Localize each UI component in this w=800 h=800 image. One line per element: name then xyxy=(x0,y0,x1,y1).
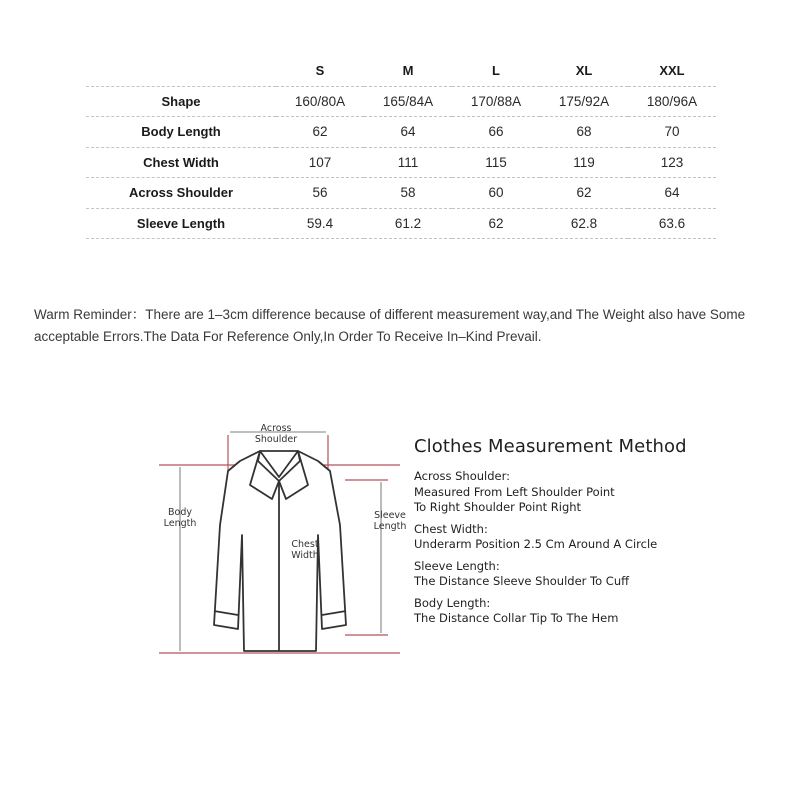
table-cell: 70 xyxy=(628,117,716,148)
header-size-xxl: XXL xyxy=(628,56,716,86)
table-cell: 63.6 xyxy=(628,208,716,239)
method-heading: Chest Width: xyxy=(414,521,488,536)
table-row xyxy=(86,117,716,148)
row-label: Across Shoulder xyxy=(86,178,276,209)
table-cell: 66 xyxy=(452,117,540,148)
chest-width-label-line1: Chest xyxy=(291,539,319,550)
size-table xyxy=(86,56,716,239)
table-cell: 123 xyxy=(628,147,716,178)
size-header-row xyxy=(86,56,716,86)
table-cell: 64 xyxy=(628,178,716,209)
table-row xyxy=(86,208,716,239)
table-cell: 58 xyxy=(364,178,452,209)
table-cell: 62 xyxy=(540,178,628,209)
table-row xyxy=(86,147,716,178)
method-line: The Distance Sleeve Shoulder To Cuff xyxy=(414,574,630,588)
header-size-s: S xyxy=(276,56,364,86)
sleeve-length-label-line1: Sleeve xyxy=(374,510,406,521)
method-chest-width xyxy=(414,522,774,553)
method-body-length xyxy=(414,596,774,627)
row-label: Sleeve Length xyxy=(86,208,276,239)
method-line: Measured From Left Shoulder Point xyxy=(414,484,615,499)
table-cell: 59.4 xyxy=(276,208,364,239)
method-title: Clothes Measurement Method xyxy=(414,436,687,457)
table-cell: 68 xyxy=(540,117,628,148)
method-sleeve-length xyxy=(414,559,774,590)
table-cell: 111 xyxy=(364,147,452,178)
body-length-label-line2: Length xyxy=(163,518,197,529)
measurement-method xyxy=(414,436,774,633)
body-length-label-line1: Body xyxy=(168,507,192,518)
table-cell: 107 xyxy=(276,147,364,178)
across-shoulder-label xyxy=(246,423,306,445)
table-cell: 61.2 xyxy=(364,208,452,239)
shirt-measurement-diagram xyxy=(150,415,410,665)
table-cell: 160/80A xyxy=(276,86,364,117)
chest-width-label xyxy=(285,539,325,561)
table-cell: 119 xyxy=(540,147,628,178)
table-cell: 170/88A xyxy=(452,86,540,117)
shirt-outline xyxy=(214,451,346,651)
header-size-xl: XL xyxy=(540,56,628,86)
warm-reminder-text: Warm Reminder：There are 1–3cm difference because of different measurement way,and The Weight also have Some acceptable Errors.The Data For Reference Only,In Order To Receive In–Kind Prevail. xyxy=(34,307,746,344)
table-cell: 165/84A xyxy=(364,86,452,117)
body-length-label xyxy=(158,507,202,529)
row-label: Chest Width xyxy=(86,147,276,178)
method-heading: Body Length: xyxy=(414,595,491,610)
table-row xyxy=(86,86,716,117)
method-heading: Sleeve Length: xyxy=(414,558,500,573)
table-cell: 62.8 xyxy=(540,208,628,239)
table-cell: 175/92A xyxy=(540,86,628,117)
across-shoulder-label-line2: Shoulder xyxy=(254,434,298,445)
method-across-shoulder xyxy=(414,469,774,516)
row-label: Shape xyxy=(86,86,276,117)
method-line: Underarm Position 2.5 Cm Around A Circle xyxy=(414,537,658,551)
method-heading: Across Shoulder: xyxy=(414,469,511,483)
method-line: To Right Shoulder Point Right xyxy=(414,500,582,514)
table-cell: 60 xyxy=(452,178,540,209)
sleeve-length-label-line2: Length xyxy=(373,521,407,532)
sleeve-length-label xyxy=(368,510,412,532)
method-line: The Distance Collar Tip To The Hem xyxy=(414,611,619,625)
shirt-illustration xyxy=(150,415,410,665)
table-cell: 62 xyxy=(276,117,364,148)
header-size-l: L xyxy=(452,56,540,86)
table-cell: 115 xyxy=(452,147,540,178)
row-label: Body Length xyxy=(86,117,276,148)
chest-width-label-line2: Width xyxy=(291,550,319,561)
table-cell: 64 xyxy=(364,117,452,148)
across-shoulder-label-line1: Across xyxy=(260,423,292,434)
header-corner xyxy=(86,56,276,86)
table-cell: 56 xyxy=(276,178,364,209)
header-size-m: M xyxy=(364,56,452,86)
table-cell: 62 xyxy=(452,208,540,239)
table-row xyxy=(86,178,716,209)
table-cell: 180/96A xyxy=(628,86,716,117)
